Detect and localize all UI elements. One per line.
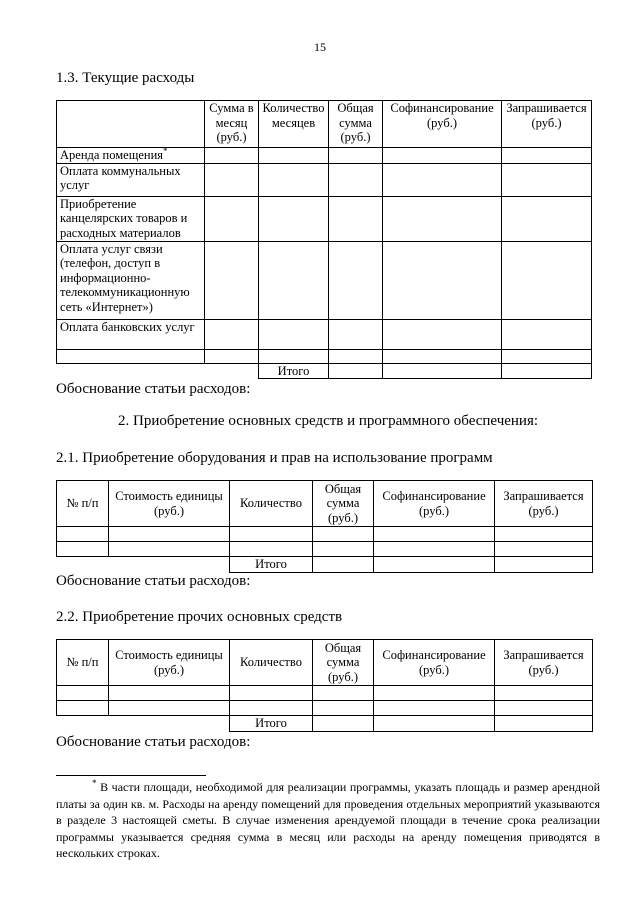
row-label-office-supplies: Приобретение канцелярских товаров и расходных материалов xyxy=(57,196,205,241)
row-label-rent-text: Аренда помещения xyxy=(60,148,164,162)
equipment-table xyxy=(56,480,593,573)
table-row xyxy=(57,701,593,716)
total-row xyxy=(57,716,593,732)
footnote-mark: * xyxy=(92,778,97,788)
col-header-number: № п/п xyxy=(57,481,109,527)
section-2-1-title: 2.1. Приобретение оборудования и прав на использование программ xyxy=(56,450,493,466)
table-row xyxy=(57,163,592,196)
section-2-title: 2. Приобретение основных средств и программного обеспечения: xyxy=(118,413,539,429)
col-header-total-sum: Общая сумма (руб.) xyxy=(313,640,374,686)
col-header-total-sum: Общая сумма (руб.) xyxy=(329,101,383,148)
row-label-rent xyxy=(57,148,205,164)
footnote-mark: * xyxy=(163,147,168,156)
col-header-unit-cost: Стоимость единицы (руб.) xyxy=(109,481,230,527)
section-2-2-title: 2.2. Приобретение прочих основных средств xyxy=(56,609,343,625)
col-header-requested: Запрашивается (руб.) xyxy=(502,101,592,148)
row-label-banking: Оплата банковских услуг xyxy=(57,319,205,349)
table-header-row xyxy=(57,640,593,686)
total-label: Итого xyxy=(259,363,329,379)
total-label: Итого xyxy=(230,557,313,573)
footnote-text: В части площади, необходимой для реализации программы, указать площадь и размер арендной платы за один кв. м. Расходы на аренду помещений для проведения отдельных мероприятий указываются в разделе 3 настоящей сметы. В случае изменения арендуемой площади в течение срока реализации программы указывается средняя сумма в месяц или расходы на аренду помещения приводятся в нескольких строках. xyxy=(56,780,600,860)
justification-2-1: Обоснование статьи расходов: xyxy=(56,573,251,589)
current-expenses-table xyxy=(56,100,592,379)
row-label-communications: Оплата услуг связи (телефон, доступ в информационно-телекоммуникационную сеть «Интернет») xyxy=(57,241,205,319)
justification-1-3: Обоснование статьи расходов: xyxy=(56,381,251,397)
col-header-total-sum: Общая сумма (руб.) xyxy=(313,481,374,527)
col-header-cofinancing: Софинансирование (руб.) xyxy=(383,101,502,148)
row-label-empty xyxy=(57,349,205,363)
table-header-row xyxy=(57,481,593,527)
col-header-monthly-sum: Сумма в месяц (руб.) xyxy=(205,101,259,148)
table-row xyxy=(57,349,592,363)
justification-2-2: Обоснование статьи расходов: xyxy=(56,734,251,750)
table-row xyxy=(57,196,592,241)
header-blank-cell xyxy=(57,101,205,148)
page-number: 15 xyxy=(314,40,326,54)
table-row xyxy=(57,686,593,701)
total-row xyxy=(57,363,592,379)
total-label: Итого xyxy=(230,716,313,732)
footnote xyxy=(56,779,600,862)
table-row xyxy=(57,527,593,542)
col-header-months: Количество месяцев xyxy=(259,101,329,148)
col-header-unit-cost: Стоимость единицы (руб.) xyxy=(109,640,230,686)
col-header-requested: Запрашивается (руб.) xyxy=(495,481,593,527)
total-row xyxy=(57,557,593,573)
footnote-separator xyxy=(56,775,206,776)
table-row xyxy=(57,542,593,557)
col-header-cofinancing: Софинансирование (руб.) xyxy=(374,481,495,527)
table-row xyxy=(57,319,592,349)
col-header-quantity: Количество xyxy=(230,481,313,527)
section-1-3-title: 1.3. Текущие расходы xyxy=(56,70,195,86)
table-row xyxy=(57,241,592,319)
row-label-utilities: Оплата коммунальных услуг xyxy=(57,163,205,196)
table-header-row xyxy=(57,101,592,148)
other-fixed-assets-table xyxy=(56,639,593,732)
col-header-requested: Запрашивается (руб.) xyxy=(495,640,593,686)
table-row xyxy=(57,148,592,164)
col-header-cofinancing: Софинансирование (руб.) xyxy=(374,640,495,686)
col-header-quantity: Количество xyxy=(230,640,313,686)
col-header-number: № п/п xyxy=(57,640,109,686)
